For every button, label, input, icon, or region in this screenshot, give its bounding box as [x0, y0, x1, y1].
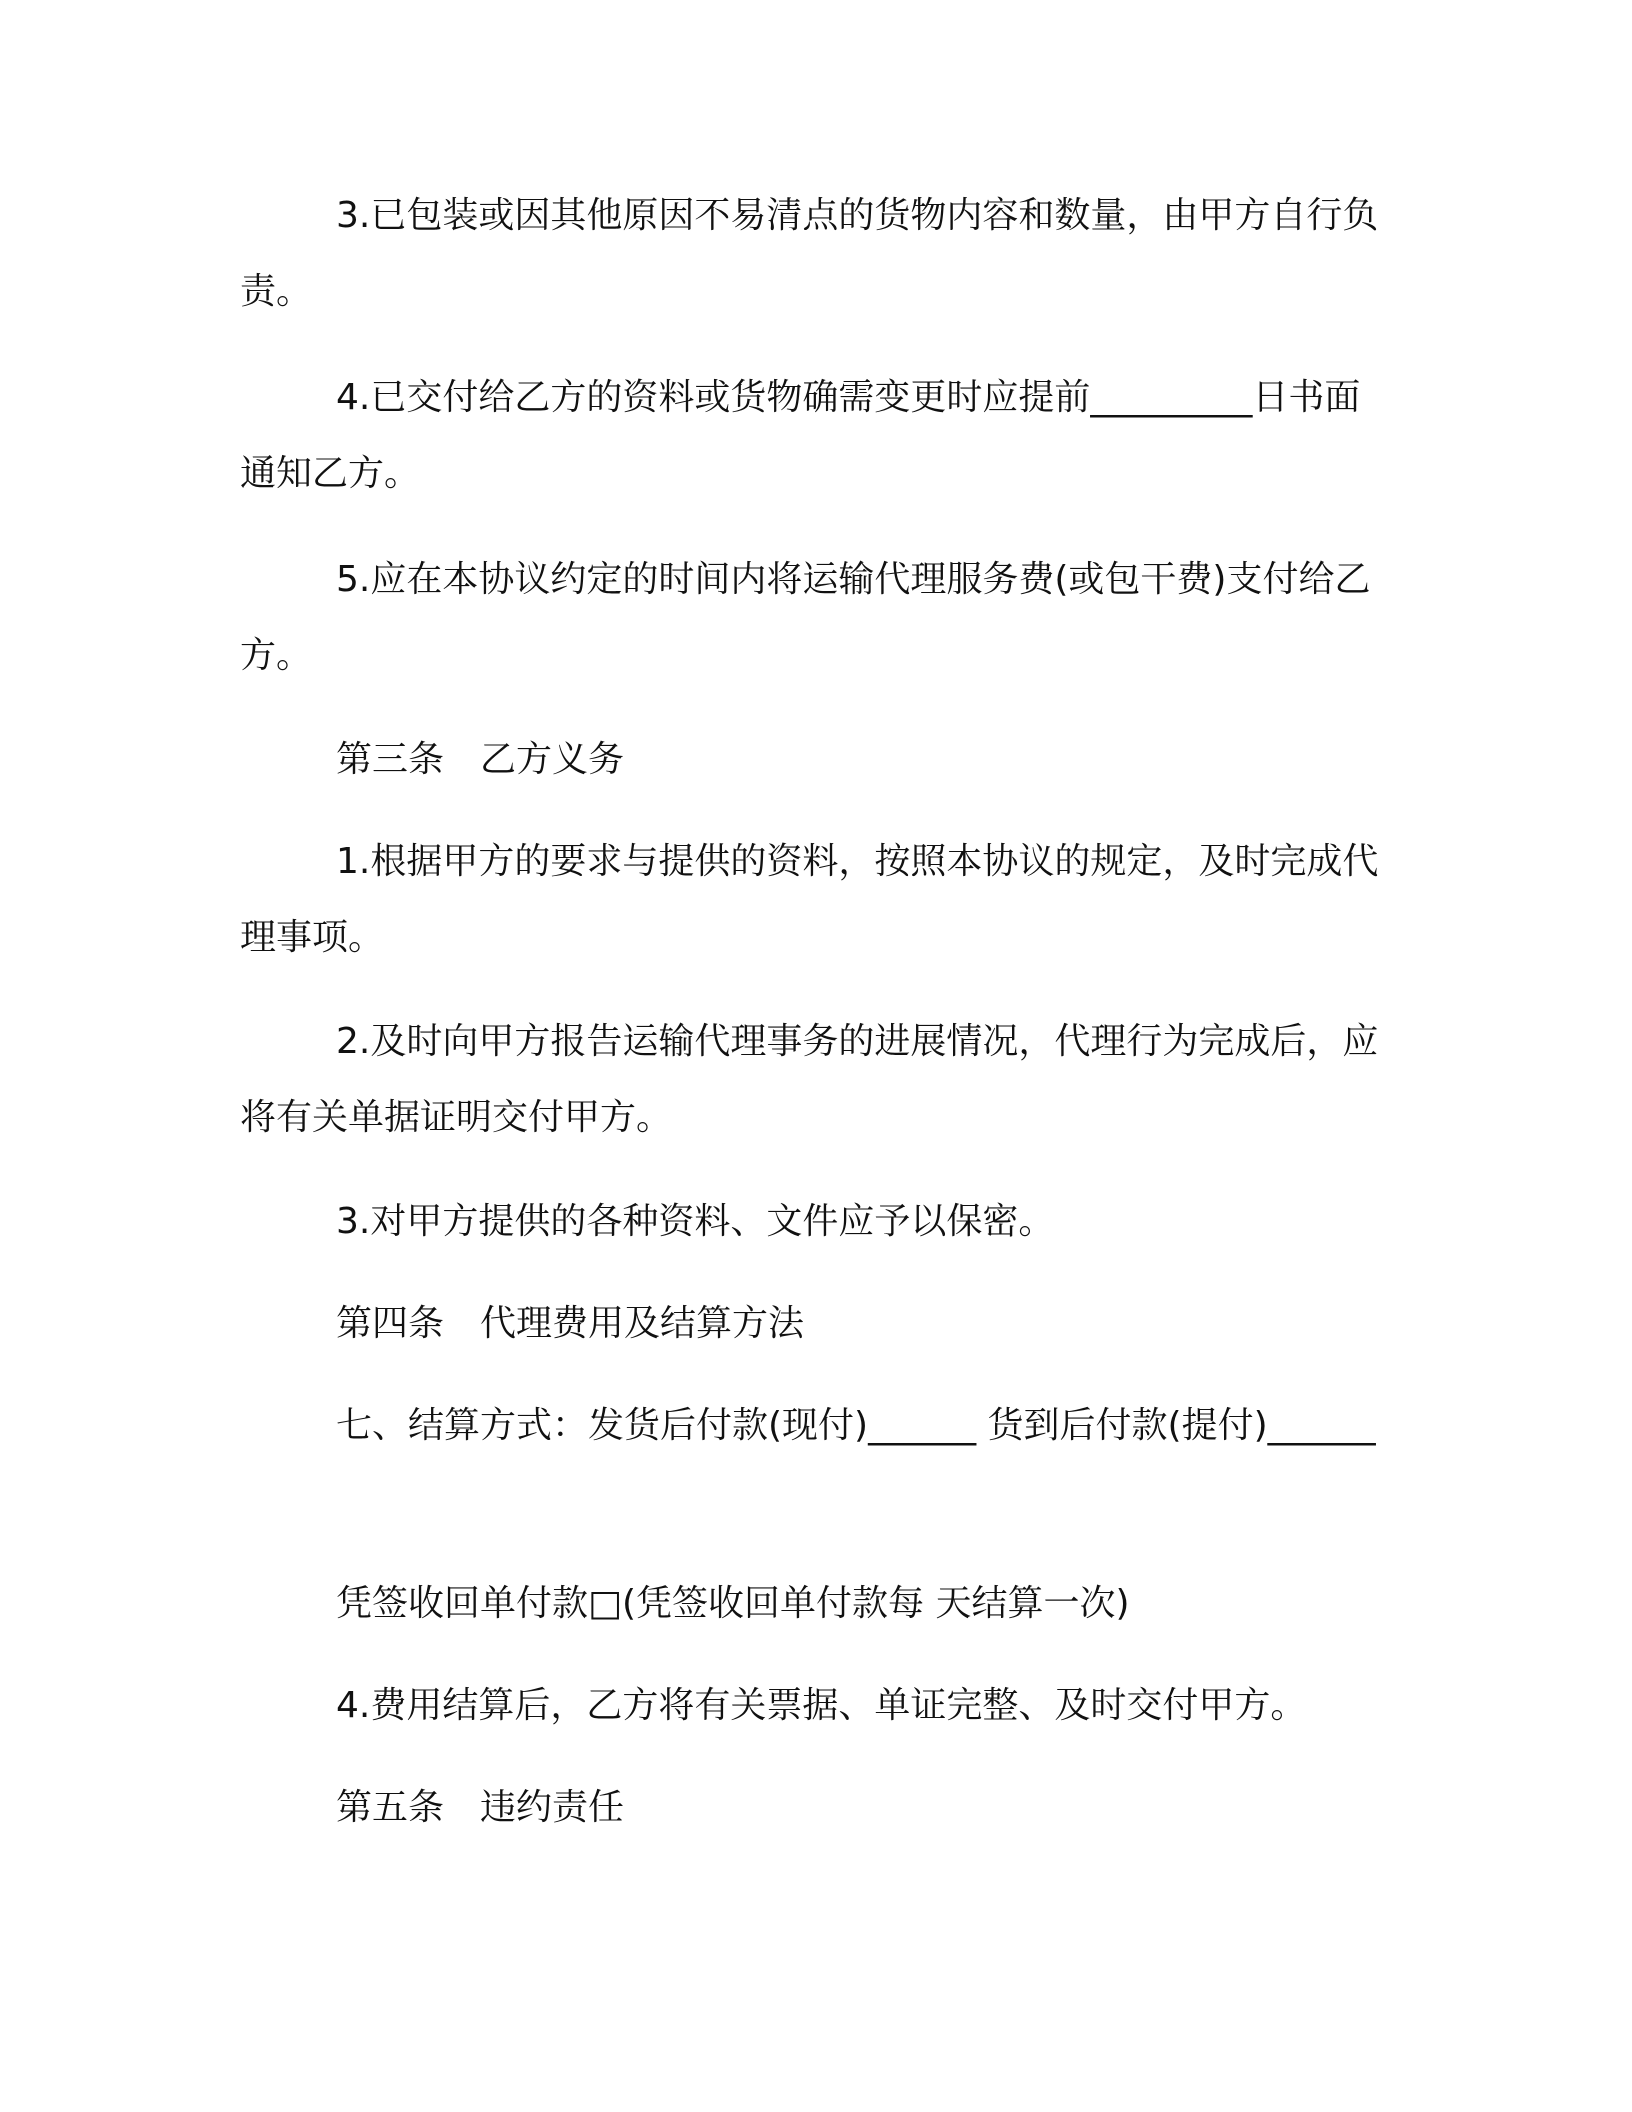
- paragraph-item-3-confidentiality: 3.对甲方提供的各种资料、文件应予以保密。: [336, 1201, 1055, 1242]
- section-heading-article-3: 第三条 乙方义务: [336, 739, 625, 780]
- paragraph-item-4-settlement-docs: 4.费用结算后，乙方将有关票据、单证完整、及时交付甲方。: [336, 1685, 1307, 1726]
- paragraph-item-1-complete-agency: 1.根据甲方的要求与提供的资料，按照本协议的规定，及时完成代理事项。: [240, 841, 1379, 958]
- section-heading-article-4: 第四条 代理费用及结算方法: [336, 1303, 805, 1344]
- paragraph-item-2-report-progress: 2.及时向甲方报告运输代理事务的进展情况，代理行为完成后，应将有关单据证明交付甲方。: [240, 1021, 1379, 1138]
- section-heading-article-5: 第五条 违约责任: [336, 1787, 625, 1828]
- paragraph-item-5-payment: 5.应在本协议约定的时间内将运输代理服务费(或包干费)支付给乙方。: [240, 559, 1371, 676]
- paragraph-item-4-change-notice: 4.已交付给乙方的资料或货物确需变更时应提前_________日书面通知乙方。: [240, 377, 1361, 494]
- paragraph-settlement-method: 七、结算方式：发货后付款(现付)______ 货到后付款(提付)______: [336, 1405, 1376, 1446]
- paragraph-item-3-packaging: 3.已包装或因其他原因不易清点的货物内容和数量，由甲方自行负责。: [240, 195, 1379, 312]
- paragraph-signed-receipt-payment: 凭签收回单付款□(凭签收回单付款每 天结算一次): [336, 1583, 1130, 1624]
